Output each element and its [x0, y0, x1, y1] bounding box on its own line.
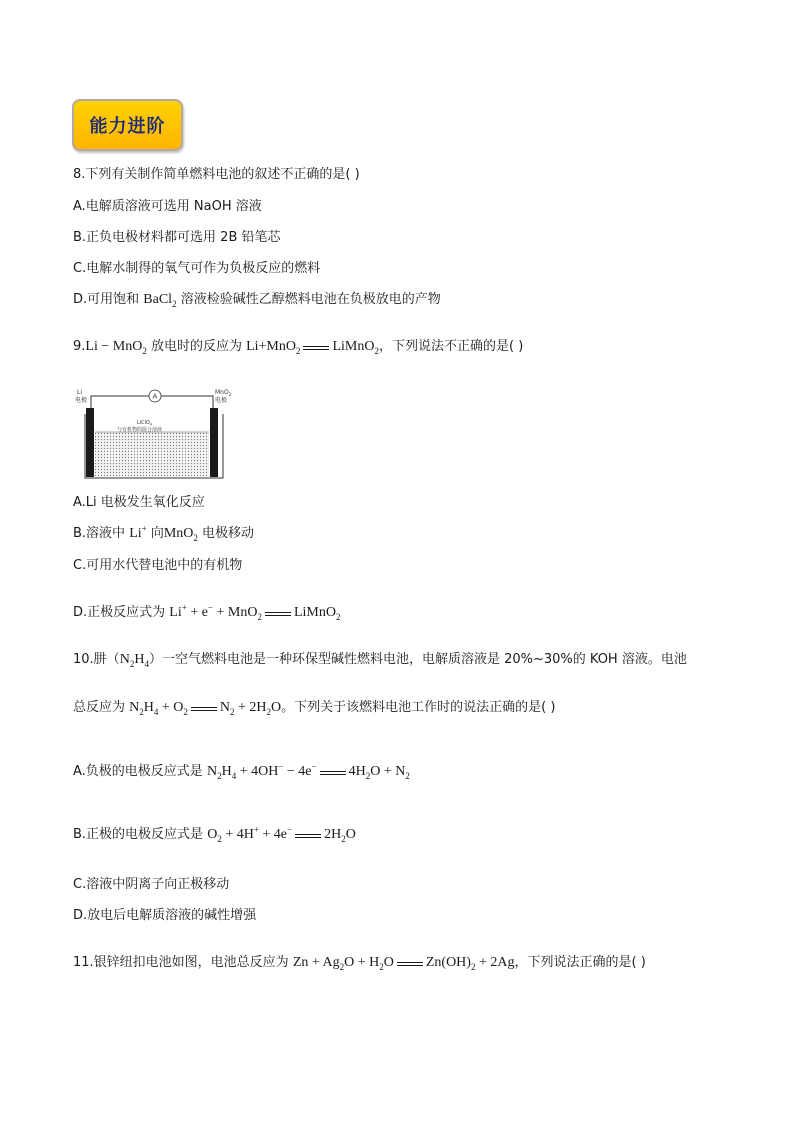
li-electrode	[86, 408, 94, 477]
q10-option-d: D.放电后电解质溶液的碱性增强	[73, 908, 257, 923]
q9-option-c: C.可用水代替电池中的有机物	[73, 558, 243, 573]
mno2-label: MnO$_2$	[215, 389, 232, 397]
mno2-electrode	[210, 408, 218, 477]
q9-option-d: D.正极反应式为 Li+ + e− + MnO$_2$ LiMnO$_2$	[73, 602, 341, 622]
electrolyte-solution	[95, 432, 209, 477]
q8-option-a: A.电解质溶液可选用 NaOH 溶液	[73, 199, 262, 214]
q10-option-b: B.正极的电极反应式是 $O_2 + 4H^+ + 4e^-$ $2H_2O$	[73, 824, 356, 844]
battery-diagram	[73, 384, 243, 480]
q9-stem: 9.Li − MnO$_2$ 放电时的反应为 Li+MnO$_2$ LiMnO$_2$，下列说法不正确的是( )	[73, 339, 524, 356]
mno2-electrode-label: 电极	[215, 397, 228, 404]
q10-option-c: C.溶液中阴离子向正极移动	[73, 877, 230, 892]
q8-d-post: 溶液检验碱性乙醇燃料电池在负极放电的产物	[176, 292, 441, 307]
section-badge	[72, 99, 183, 151]
q11-stem: 11.银锌纽扣电池如图，电池总反应为 $Zn + Ag_2O + H_2O$ $Zn(OH)_2 + 2Ag$，下列说法正确的是( )	[73, 955, 646, 972]
section-title: 能力进阶	[89, 116, 166, 137]
ammeter-label: A	[152, 392, 158, 401]
q9-option-a: A.Li 电极发生氧化反应	[73, 495, 205, 510]
solution-label-2: 与有机物的混合溶液	[117, 427, 163, 433]
q8-option-c: C.电解水制得的氧气可作为负极反应的燃料	[73, 261, 321, 276]
li-label: Li	[77, 389, 83, 396]
q8-d-pre: D.可用饱和	[73, 292, 144, 307]
q10-option-a: A.负极的电极反应式是 $N_2H_4 + 4OH^- - 4e^-$ $4H_2O + N_2$	[73, 761, 410, 781]
q10-stem-line2: 总反应为 $N_2H_4 + O_2$ $N_2 + 2H_2O$。下列关于该燃料电池工作时的说法正确的是( )	[73, 700, 556, 717]
q8-option-b: B.正负电极材料都可选用 2B 铅笔芯	[73, 230, 281, 245]
li-electrode-label: 电极	[75, 397, 88, 404]
q8-stem: 8.下列有关制作简单燃料电池的叙述不正确的是( )	[73, 167, 360, 182]
q10-stem-line1: 10.肼$(N_2H_4)$一空气燃料电池是一种环保型碱性燃料电池，电解质溶液是 20%~30%的 KOH 溶液。电池	[73, 652, 687, 669]
q9-option-b: B.溶液中 Li+ 向MnO$_2$ 电极移动	[73, 523, 255, 543]
q8-option-d	[73, 291, 441, 309]
solution-label-1: LiClO$_4$	[137, 420, 153, 427]
q8-d-chem: BaCl$_2$	[143, 292, 177, 309]
